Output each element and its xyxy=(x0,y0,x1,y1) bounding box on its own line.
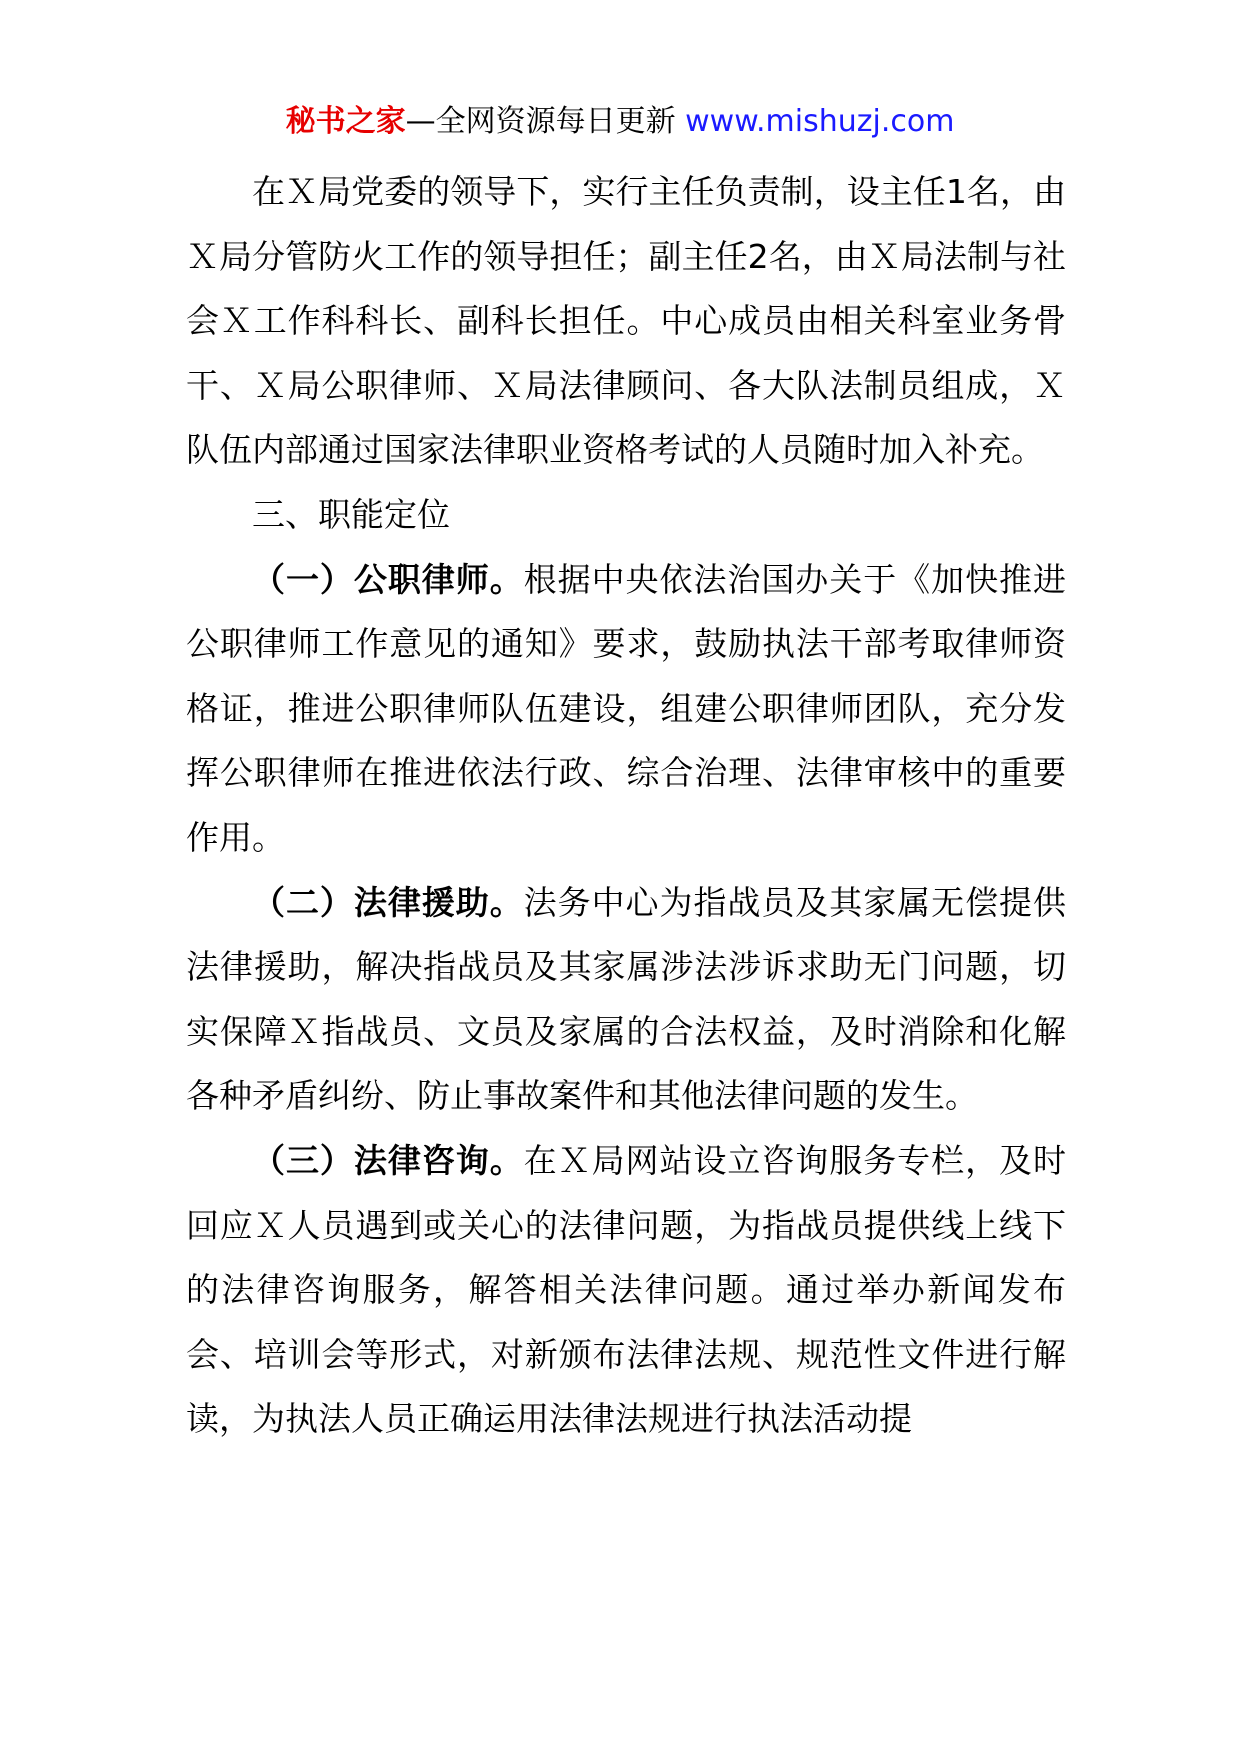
paragraph-organization xyxy=(186,160,1066,483)
paragraph-legal-consulting xyxy=(186,1129,1066,1452)
site-url-link[interactable]: www.mishuzj.com xyxy=(685,104,955,139)
paragraph-lead: （三）法律咨询。 xyxy=(252,1140,524,1180)
paragraph-public-lawyer xyxy=(186,548,1066,871)
paragraph-text: 根据中央依法治国办关于《加快推进公职律师工作意见的通知》要求，鼓励执法干部考取律师资格证，推进公职律师队伍建设，组建公职律师团队，充分发挥公职律师在推进依法行政、综合治理、法律审核中的重要作用。 xyxy=(186,559,1067,857)
section-heading-text: 三、职能定位 xyxy=(252,494,450,534)
paragraph-lead: （二）法律援助。 xyxy=(252,882,524,922)
brand-slogan: —全网资源每日更新 xyxy=(405,104,686,139)
paragraph-legal-aid xyxy=(186,871,1066,1129)
paragraph-lead: （一）公职律师。 xyxy=(252,559,524,599)
site-watermark-header xyxy=(0,100,1240,144)
document-body xyxy=(186,160,1066,1452)
paragraph-text: 法务中心为指战员及其家属无偿提供法律援助，解决指战员及其家属涉法涉诉求助无门问题，切实保障Ｘ指战员、文员及家属的合法权益，及时消除和化解各种矛盾纠纷、防止事故案件和其他法律问题的发生。 xyxy=(186,882,1067,1116)
section-heading-functions xyxy=(186,483,1066,548)
paragraph-text: 在Ｘ局党委的领导下，实行主任负责制，设主任1名，由Ｘ局分管防火工作的领导担任；副主任2名，由Ｘ局法制与社会Ｘ工作科科长、副科长担任。中心成员由相关科室业务骨干、Ｘ局公职律师、Ｘ局法律顾问、各大队法制员组成，Ｘ队伍内部通过国家法律职业资格考试的人员随时加入补充。 xyxy=(186,172,1066,470)
paragraph-text: 在Ｘ局网站设立咨询服务专栏，及时回应Ｘ人员遇到或关心的法律问题，为指战员提供线上线下的法律咨询服务，解答相关法律问题。通过举办新闻发布会、培训会等形式，对新颁布法律法规、规范性文件进行解读，为执法人员正确运用法律法规进行执法活动提 xyxy=(186,1140,1067,1439)
brand-name: 秘书之家 xyxy=(285,104,406,139)
